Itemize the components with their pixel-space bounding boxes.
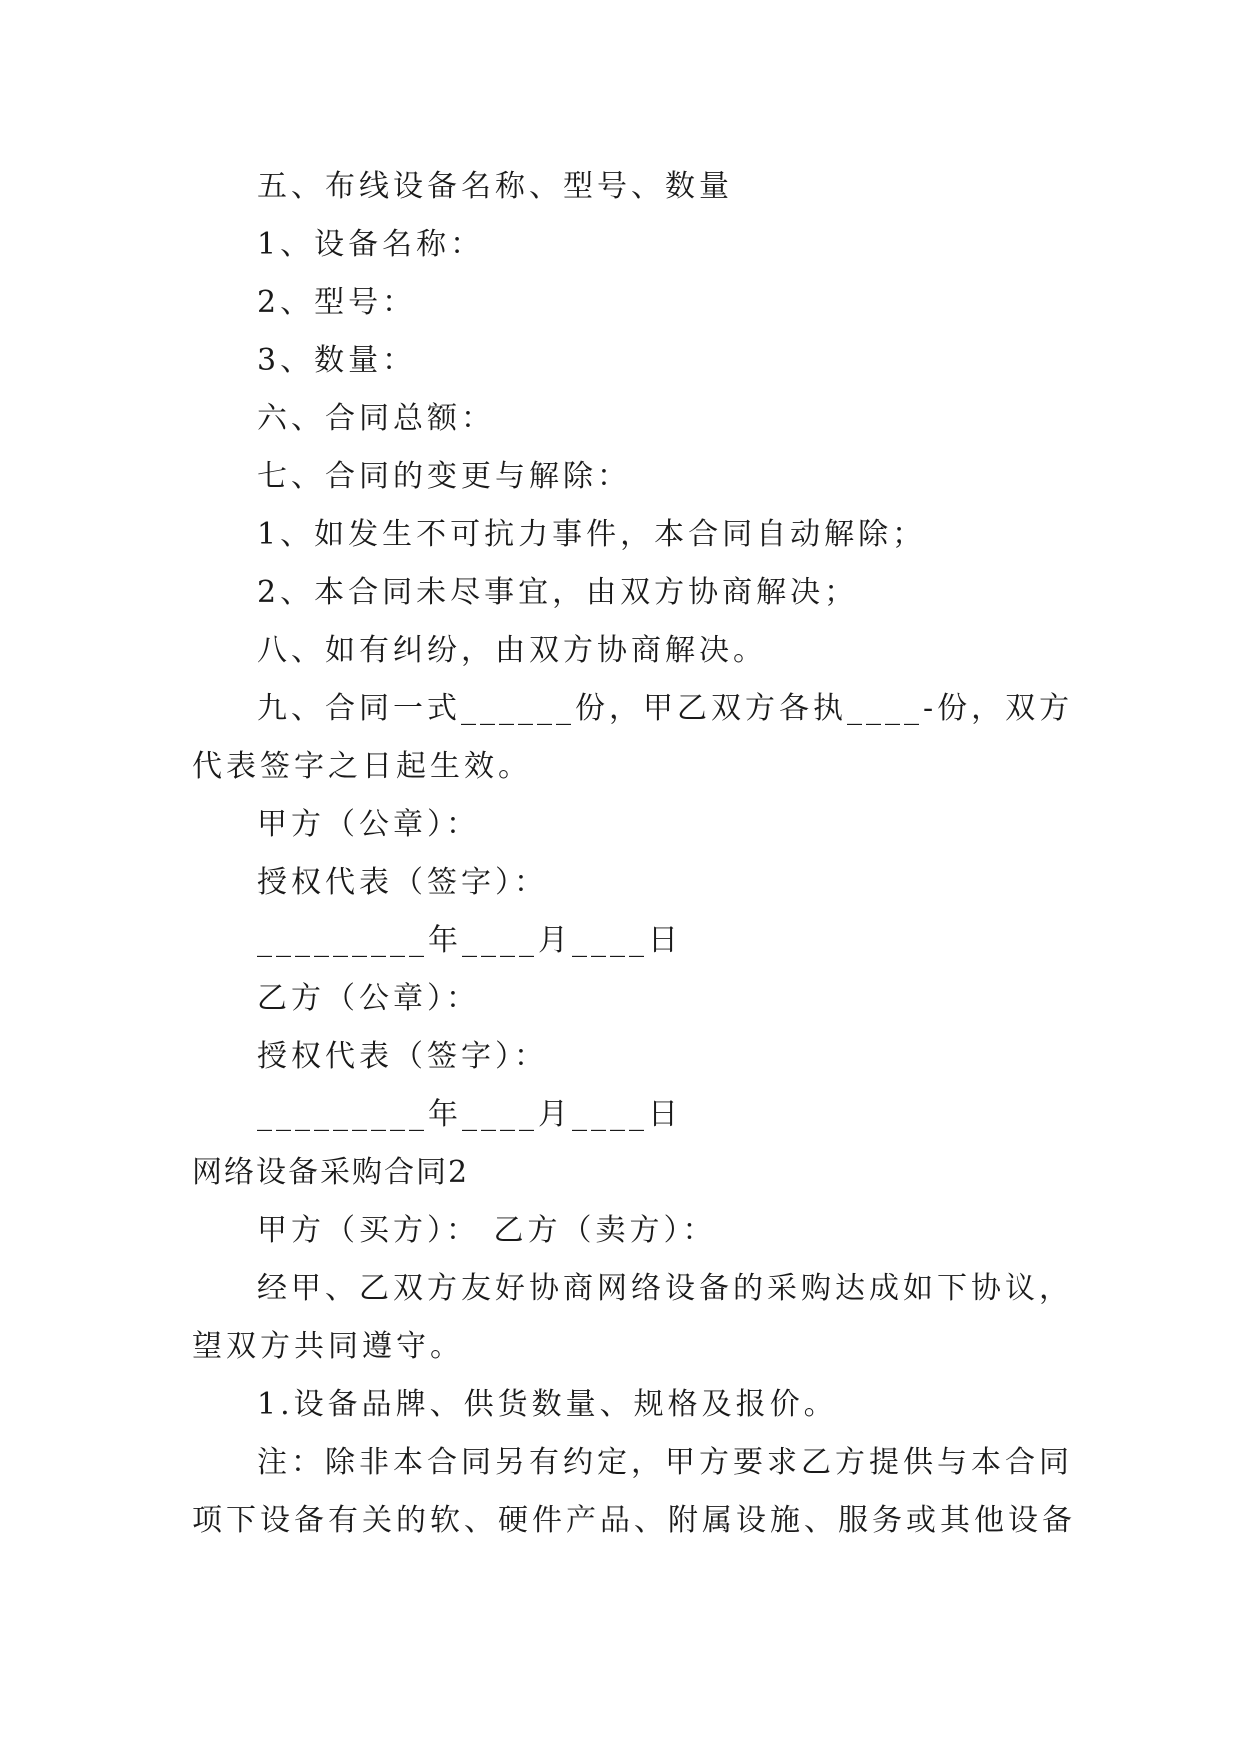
section-9-line-2: 代表签字之日起生效。 xyxy=(192,749,532,784)
note-line-1: 注：除非本合同另有约定，甲方要求乙方提供与本合同 xyxy=(257,1445,1073,1480)
party-b-date: _________年____月____日 xyxy=(257,1097,682,1132)
section-6-heading: 六、合同总额： xyxy=(257,401,495,436)
party-a-seal: 甲方（公章）： xyxy=(257,807,480,842)
quantity-line: 3、数量： xyxy=(257,343,417,378)
note-line-2: 项下设备有关的软、硬件产品、附属设施、服务或其他设备 xyxy=(192,1503,1076,1538)
section-5-heading: 五、布线设备名称、型号、数量 xyxy=(257,169,733,204)
party-b-representative: 授权代表（签字）： xyxy=(257,1039,548,1074)
clause-7-1: 1、如发生不可抗力事件，本合同自动解除； xyxy=(257,517,927,552)
clause-7-2: 2、本合同未尽事宜，由双方协商解决； xyxy=(257,575,859,610)
clause-1-heading: 1.设备品牌、供货数量、规格及报价。 xyxy=(257,1387,838,1422)
party-b-seal: 乙方（公章）： xyxy=(257,981,480,1016)
document-body xyxy=(192,158,1076,1550)
section-7-heading: 七、合同的变更与解除： xyxy=(257,459,631,494)
agreement-intro-line-2: 望双方共同遵守。 xyxy=(192,1329,464,1364)
section-9-line-1: 九、合同一式______份，甲乙双方各执____-份，双方 xyxy=(257,691,1074,726)
agreement-intro-line-1: 经甲、乙双方友好协商网络设备的采购达成如下协议， xyxy=(257,1271,1073,1306)
party-a-representative: 授权代表（签字）： xyxy=(257,865,548,900)
model-line: 2、型号： xyxy=(257,285,417,320)
party-a-date: _________年____月____日 xyxy=(257,923,682,958)
section-8-heading: 八、如有纠纷，由双方协商解决。 xyxy=(257,633,767,668)
equipment-name-line: 1、设备名称： xyxy=(257,227,485,262)
contract-2-title: 网络设备采购合同2 xyxy=(192,1155,470,1190)
parties-line: 甲方（买方）： 乙方（卖方）： xyxy=(257,1213,717,1248)
